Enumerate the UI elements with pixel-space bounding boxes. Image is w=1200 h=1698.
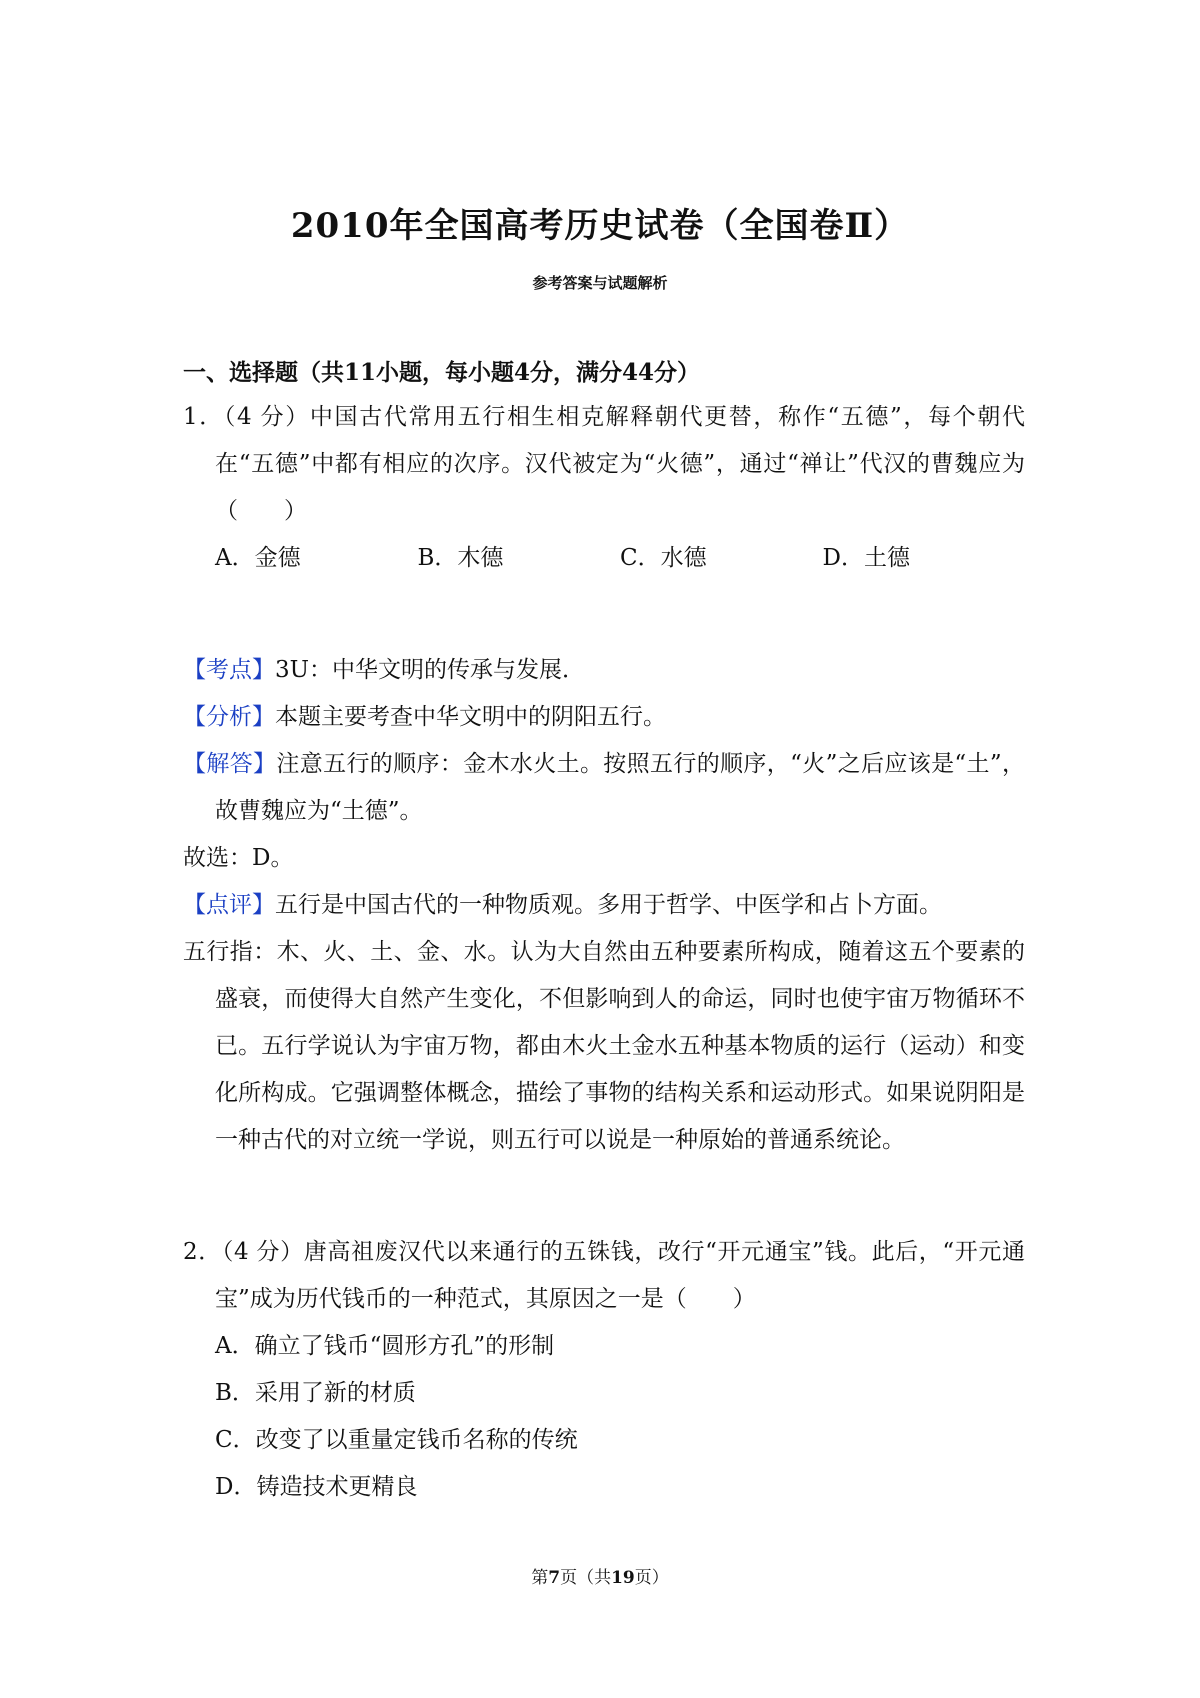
question-1-stem: 1．（4 分）中国古代常用五行相生相克解释朝代更替，称作“五德”，每个朝代在“五德”中都有相应的次序。汉代被定为“火德”，通过“禅让”代汉的曹魏应为（ ） <box>183 404 1025 524</box>
footer-total-pages: 19 <box>611 1568 635 1588</box>
question-2-option-c: C．改变了以重量定钱币名称的传统 <box>215 1427 578 1453</box>
question-1-options <box>183 535 1025 582</box>
fenxi-text: 本题主要考查中华文明中的阴阳五行。 <box>275 704 666 730</box>
question-2-option-a: A．确立了钱币“圆形方孔”的形制 <box>215 1333 555 1359</box>
question-1-option-a: A．金德 <box>215 545 301 571</box>
page-footer <box>0 1563 1200 1588</box>
question-2-option-b: B．采用了新的材质 <box>215 1380 416 1406</box>
question-2-option-d: D．铸造技术更精良 <box>215 1474 418 1500</box>
kaodian-text: 3U：中华文明的传承与发展． <box>275 657 586 683</box>
dianping-text: 五行是中国古代的一种物质观。多用于哲学、中医学和占卜方面。 <box>275 892 942 918</box>
footer-suffix: 页） <box>634 1568 669 1588</box>
spacer <box>183 582 1025 647</box>
jieda-paragraph <box>183 741 1025 835</box>
question-1-option-c: C．水德 <box>620 545 707 571</box>
dianping-paragraph <box>183 882 1025 929</box>
footer-page-number: 7 <box>548 1568 561 1588</box>
fenxi-paragraph <box>183 694 1025 741</box>
page-subtitle: 参考答案与试题解析 <box>532 274 668 292</box>
question-2-stem: 2．（4 分）唐高祖废汉代以来通行的五铢钱，改行“开元通宝”钱。此后，“开元通宝”成为历代钱币的一种范式，其原因之一是（ ） <box>183 1239 1025 1312</box>
wuxing-explanation: 五行指：木、火、土、金、水。认为大自然由五种要素所构成，随着这五个要素的盛衰，而使得大自然产生变化，不但影响到人的命运，同时也使宇宙万物循环不已。五行学说认为宇宙万物，都由木火土金水五种基本物质的运行（运动）和变化所构成。它强调整体概念，描绘了事物的结构关系和运动形式。如果说阴阳是一种古代的对立统一学说，则五行可以说是一种原始的普通系统论。 <box>183 939 1025 1153</box>
section-heading: 一、选择题（共11小题，每小题4分，满分44分） <box>183 359 701 386</box>
kaodian-tag: 【考点】 <box>183 657 275 683</box>
question-1-option-d: D．土德 <box>822 545 910 571</box>
jieda-tag: 【解答】 <box>183 751 277 777</box>
question-1-option-b: B．木德 <box>417 545 504 571</box>
main-content <box>183 355 1025 1511</box>
fenxi-tag: 【分析】 <box>183 704 275 730</box>
answer-line: 故选：D。 <box>183 845 294 871</box>
page-title: 2010年全国高考历史试卷（全国卷Ⅱ） <box>290 206 910 246</box>
footer-prefix: 第 <box>531 1568 549 1588</box>
dianping-tag: 【点评】 <box>183 892 275 918</box>
spacer <box>183 1164 1025 1229</box>
kaodian-paragraph <box>183 647 1025 694</box>
footer-middle: 页（共 <box>560 1568 612 1588</box>
jieda-text: 注意五行的顺序：金木水火土。按照五行的顺序，“火”之后应该是“土”，故曹魏应为“土德”。 <box>215 751 1025 824</box>
